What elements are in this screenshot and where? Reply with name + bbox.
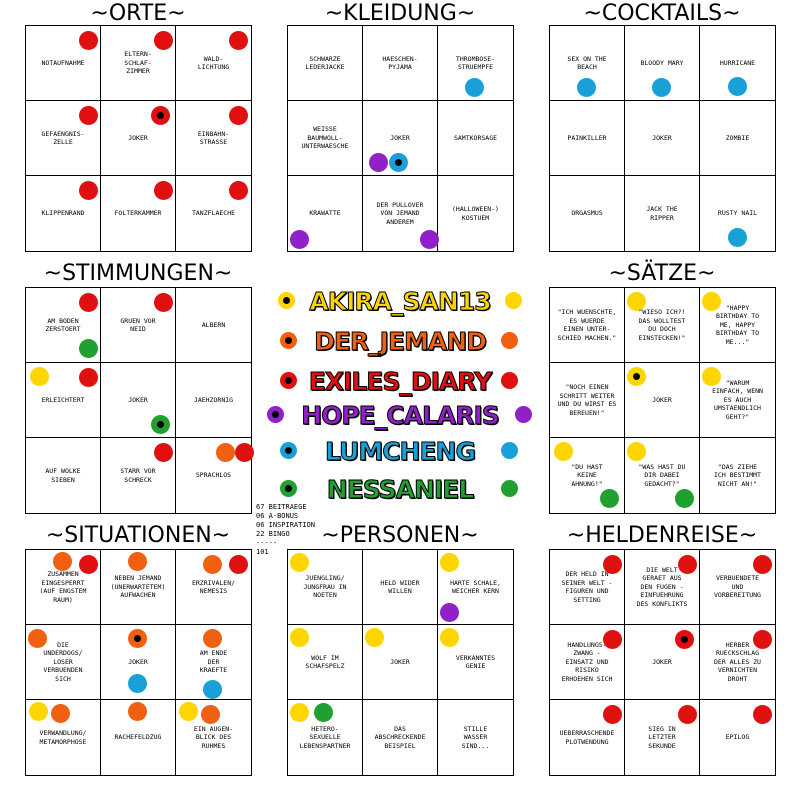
bingo-cell-label: (HALLOWEEN-) KOSTUEM	[452, 205, 499, 222]
purple-mark-dot	[290, 230, 309, 249]
score-line: 67 BEITRAEGE	[256, 503, 307, 511]
bingo-cell[interactable]	[625, 625, 700, 700]
cocktails-title: ~COCKTAILS~	[583, 1, 741, 26]
bingo-cell[interactable]	[26, 101, 101, 176]
yellow-mark-dot	[290, 553, 309, 572]
bingo-cell[interactable]	[438, 101, 513, 176]
bingo-cell[interactable]	[363, 26, 438, 101]
bingo-cell[interactable]	[288, 101, 363, 176]
bingo-cell-label: AM ENDE DER KRAEFTE	[199, 649, 228, 675]
bingo-cell-label: ERZRIVALEN/ NEMESIS	[191, 578, 236, 595]
bingo-cell[interactable]	[288, 26, 363, 101]
green-mark-dot	[675, 489, 694, 508]
bingo-cell-label: WEISSE BAUMWOLL- UNTERWAESCHE	[301, 125, 349, 151]
bingo-cell-label: ERLEICHTERT	[41, 395, 85, 404]
bingo-cell[interactable]	[700, 26, 775, 101]
red-mark-dot	[229, 31, 248, 50]
bingo-cell-label: "NOCH EINEN SCHRITT WEITER UND DU WIRST ES BEREUEN!"	[557, 383, 617, 417]
bingo-cell-label: JUENGLING/ JUNGFRAU IN NOETEN	[303, 574, 347, 600]
red-mark-dot	[79, 293, 98, 312]
bingo-cell-label: WALD- LICHTUNG	[197, 54, 230, 71]
bingo-cell-label: HETERO- SEXUELLE LEBENSPARTNER	[299, 724, 351, 750]
bingo-cell-label: EPILOG	[725, 733, 750, 742]
orange-player-bullet	[280, 332, 297, 349]
legend-entry	[276, 364, 524, 398]
bingo-cell[interactable]	[176, 363, 251, 438]
orte-bingo-board	[25, 25, 252, 252]
bingo-cell-label: VERKANNTES GENIE	[455, 653, 496, 670]
bingo-cell[interactable]	[363, 101, 438, 176]
bingo-cell[interactable]	[550, 288, 625, 363]
bingo-cell[interactable]	[625, 26, 700, 101]
bingo-cell-label: "HAPPY BIRTHDAY TO ME, HAPPY BIRTHDAY TO ME..."	[715, 303, 760, 346]
blue-mark-dot	[652, 78, 671, 97]
bingo-cell-label: "DAS ZIEHE ICH BESTIMMT NICHT AN!"	[714, 462, 761, 488]
bingo-cell[interactable]	[101, 700, 176, 775]
bingo-cell-label: VERBUENDETE UND VORBEREITUNG	[714, 574, 761, 600]
green-mark-dot	[151, 415, 170, 434]
bingo-cell-label: JOKER	[128, 133, 148, 142]
bingo-cell-label: RACHEFELDZUG	[114, 733, 162, 742]
bingo-cell-label: DIE WELT GERAET AUS DEN FUGEN - EINFUEHRUNG DES KONFLIKTS	[636, 565, 688, 608]
bingo-cell-label: HAESCHEN- PYJAMA	[382, 54, 418, 71]
orange-mark-dot	[216, 443, 235, 462]
red-mark-dot	[229, 106, 248, 125]
bingo-cell[interactable]	[438, 26, 513, 101]
bingo-cell-label: SPRACHLOS	[195, 471, 232, 480]
bingo-cell[interactable]	[438, 176, 513, 251]
bingo-cell[interactable]	[288, 700, 363, 775]
situationen-bingo-board	[25, 549, 252, 776]
bingo-cell[interactable]	[101, 26, 176, 101]
bingo-cell-label: FOLTERKAMMER	[114, 209, 162, 218]
purple-player-bullet	[267, 406, 284, 423]
purple-player-bullet	[515, 406, 532, 423]
score-line: 22 BINGO	[256, 530, 290, 538]
green-player-bullet	[280, 480, 297, 497]
red-player-bullet	[280, 372, 297, 389]
player-name: AKIRA_SAN13	[309, 286, 491, 316]
red-player-bullet	[501, 372, 518, 389]
bingo-cell-label: HERBER RUECKSCHLAG DER ALLES ZU VERNICHTEN DROHT	[714, 640, 761, 683]
score-line: -----	[256, 539, 278, 547]
yellow-mark-dot	[29, 702, 48, 721]
red-mark-dot	[79, 31, 98, 50]
bingo-cell-label: AM BODEN ZERSTOERT	[45, 316, 81, 333]
yellow-mark-dot	[30, 367, 49, 386]
bingo-cell[interactable]	[26, 700, 101, 775]
bingo-cell[interactable]	[288, 176, 363, 251]
player-name: LUMCHENG	[324, 436, 475, 466]
bingo-cell-label: TANZFLAECHE	[191, 209, 236, 218]
bingo-cell-label: GEFAENGNIS- ZELLE	[41, 129, 85, 146]
red-mark-dot	[753, 555, 772, 574]
player-name: EXILES_DIARY	[308, 366, 492, 396]
bingo-cell-label: JOKER	[390, 133, 410, 142]
bingo-cell[interactable]	[550, 101, 625, 176]
yellow-mark-dot	[290, 703, 309, 722]
orange-mark-dot	[203, 629, 222, 648]
personen-bingo-board	[287, 549, 514, 776]
red-mark-dot	[79, 368, 98, 387]
bingo-cell[interactable]	[26, 550, 101, 625]
bingo-cell[interactable]	[176, 101, 251, 176]
bingo-cell-label: DER PULLOVER VON JEMAND ANDEREM	[376, 200, 424, 226]
player-name: DER_JEMAND	[314, 326, 486, 356]
blue-player-bullet	[280, 442, 297, 459]
bingo-cell-label: JOKER	[128, 657, 148, 666]
bingo-cell[interactable]	[288, 625, 363, 700]
bingo-cell-label: ORGASMUS	[571, 209, 603, 218]
bingo-cell[interactable]	[26, 176, 101, 251]
bingo-cell-label: JOKER	[652, 133, 672, 142]
bingo-cell-label: JOKER	[652, 395, 672, 404]
heldenreise-title: ~HELDENREISE~	[566, 523, 758, 548]
bingo-cell[interactable]	[176, 700, 251, 775]
bingo-cell[interactable]	[625, 550, 700, 625]
bingo-cell[interactable]	[101, 550, 176, 625]
bingo-cell[interactable]	[176, 625, 251, 700]
yellow-mark-dot	[554, 442, 573, 461]
bingo-cell-label: HELD WIDER WILLEN	[380, 578, 420, 595]
bingo-cell-label: DIE UNDERDOGS/ LOSER VERBUENDEN SICH	[43, 640, 83, 683]
bingo-cell-label: SIEG IN LETZTER SEKUNDE	[648, 724, 676, 750]
bingo-cell-label: NEBEN JEMAND (UNERWARTETEM) AUFWACHEN	[110, 574, 166, 600]
bingo-cell-label: AUF WOLKE SIEBEN	[45, 467, 81, 484]
bingo-cell[interactable]	[26, 438, 101, 513]
bingo-cell[interactable]	[288, 550, 363, 625]
bingo-cell[interactable]	[550, 625, 625, 700]
bingo-cell[interactable]	[625, 363, 700, 438]
bingo-cell-label: JAEHZORNIG	[193, 395, 234, 404]
blue-mark-dot	[465, 78, 484, 97]
bingo-cell-label: JACK THE RIPPER	[646, 205, 678, 222]
bingo-cell[interactable]	[700, 288, 775, 363]
bingo-cell-label: "WIESO ICH?! DAS WOLLTEST DU DOCH EINSTECKEN!"	[638, 308, 686, 342]
bingo-cell[interactable]	[700, 438, 775, 513]
bingo-cell-label: JOKER	[390, 657, 410, 666]
blue-mark-dot	[128, 674, 147, 693]
red-mark-dot	[154, 31, 173, 50]
blue-mark-dot	[577, 78, 596, 97]
bingo-cell-label: ZUSAMMEN EINGESPERRT (AUF ENGSTEM RAUM)	[39, 570, 87, 604]
score-summary	[256, 503, 315, 557]
red-mark-dot	[79, 181, 98, 200]
bingo-cell[interactable]	[625, 176, 700, 251]
bingo-cell-label: "WARUM EINFACH, WENN ES AUCH UMSTAENDLICH GEHT?"	[712, 378, 763, 421]
bingo-cell-label: EINBAHN- STRASSE	[197, 129, 230, 146]
bingo-cell[interactable]	[550, 438, 625, 513]
bingo-cell-label: HANDLUNGS- ZWANG - EINSATZ UND RISIKO ERHOEHEN SICH	[561, 640, 613, 683]
bingo-cell[interactable]	[176, 438, 251, 513]
heldenreise-bingo-board	[549, 549, 776, 776]
bingo-cell-label: UEBERRASCHENDE PLOTWENDUNG	[559, 729, 615, 746]
red-mark-dot	[79, 106, 98, 125]
bingo-cell[interactable]	[550, 700, 625, 775]
bingo-cell[interactable]	[625, 700, 700, 775]
red-mark-dot	[235, 443, 254, 462]
red-mark-dot	[154, 293, 173, 312]
bingo-cell[interactable]	[26, 363, 101, 438]
legend-entry	[276, 324, 524, 358]
bingo-cell[interactable]	[700, 363, 775, 438]
bingo-cell[interactable]	[176, 550, 251, 625]
score-line: 06 A-BONUS	[256, 512, 299, 520]
yellow-mark-dot	[179, 702, 198, 721]
bingo-cell-label: JOKER	[128, 395, 148, 404]
bingo-cell-label: HARTE SCHALE, WEICHER KERN	[450, 578, 501, 595]
bingo-cell-label: RUSTY NAIL	[717, 209, 758, 218]
bingo-cell[interactable]	[101, 176, 176, 251]
yellow-mark-dot	[440, 628, 459, 647]
orte-title: ~ORTE~	[90, 1, 186, 26]
bingo-cell-label: STILLE WASSER SIND...	[461, 724, 490, 750]
blue-mark-dot	[203, 680, 222, 699]
legend-entry	[276, 434, 524, 468]
purple-mark-dot	[440, 603, 459, 622]
bingo-cell-label: VERWANDLUNG/ METAMORPHOSE	[39, 729, 87, 746]
bingo-cell-label: BLOODY MARY	[640, 58, 684, 67]
orange-mark-dot	[203, 555, 222, 574]
score-line: 101	[256, 548, 269, 556]
personen-title: ~PERSONEN~	[321, 523, 479, 548]
bingo-cell[interactable]	[176, 26, 251, 101]
bingo-cell-label: ALBERN	[201, 320, 226, 329]
bingo-cell-label: "DU HAST KEINE AHNUNG!"	[571, 462, 603, 488]
bingo-cell-label: NOTAUFNAHME	[41, 58, 85, 67]
red-mark-dot	[154, 443, 173, 462]
bingo-cell[interactable]	[550, 363, 625, 438]
stimmungen-bingo-board	[25, 287, 252, 514]
bingo-cell[interactable]	[550, 550, 625, 625]
blue-player-bullet	[501, 442, 518, 459]
orange-mark-dot	[201, 705, 220, 724]
saetze-bingo-board	[549, 287, 776, 514]
red-mark-dot	[229, 555, 248, 574]
orange-mark-dot	[53, 552, 72, 571]
legend-entry	[276, 398, 524, 432]
green-mark-dot	[79, 339, 98, 358]
yellow-mark-dot	[290, 628, 309, 647]
bingo-cell[interactable]	[101, 288, 176, 363]
bingo-cell[interactable]	[363, 700, 438, 775]
bingo-cell[interactable]	[700, 700, 775, 775]
yellow-player-bullet	[278, 292, 295, 309]
bingo-cell[interactable]	[625, 438, 700, 513]
bingo-cell[interactable]	[363, 625, 438, 700]
bingo-cell[interactable]	[101, 363, 176, 438]
bingo-cell[interactable]	[363, 550, 438, 625]
bingo-cell[interactable]	[26, 288, 101, 363]
bingo-cell[interactable]	[700, 176, 775, 251]
red-mark-dot	[151, 106, 170, 125]
bingo-cell-label: "WAS HAST DU DIR DABEI GEDACHT?"	[638, 462, 686, 488]
bingo-cell-label: EIN AUGEN- BLICK DES RUHMES	[193, 724, 234, 750]
green-player-bullet	[501, 480, 518, 497]
bingo-cell-label: KLIPPENRAND	[41, 209, 85, 218]
bingo-cell-label: JOKER	[652, 657, 672, 666]
bingo-cell-label: SEX ON THE BEACH	[567, 54, 607, 71]
bingo-cell[interactable]	[700, 625, 775, 700]
bingo-cell-label: SAMTKORSAGE	[453, 133, 498, 142]
yellow-mark-dot	[440, 553, 459, 572]
bingo-cell[interactable]	[625, 101, 700, 176]
bingo-cell-label: PAINKILLER	[567, 133, 607, 142]
blue-mark-dot	[728, 77, 747, 96]
orange-player-bullet	[501, 332, 518, 349]
kleidung-bingo-board	[287, 25, 514, 252]
bingo-cell-label: "ICH WUENSCHTE, ES WUERDE EINEN UNTER- SCHIED MACHEN."	[557, 308, 617, 342]
blue-mark-dot	[728, 228, 747, 247]
blue-mark-dot	[389, 153, 408, 172]
bingo-cell[interactable]	[363, 176, 438, 251]
orange-mark-dot	[128, 552, 147, 571]
bingo-cell[interactable]	[625, 288, 700, 363]
bingo-cell-label: HURRICANE	[719, 58, 756, 67]
green-mark-dot	[600, 489, 619, 508]
bingo-cell-label: ZOMBIE	[725, 133, 750, 142]
bingo-cell-label: KRAWATTE	[309, 209, 341, 218]
red-mark-dot	[753, 705, 772, 724]
bingo-cell-label: WOLF IM SCHAFSPELZ	[305, 653, 345, 670]
saetze-title: ~SÄTZE~	[608, 261, 716, 286]
bingo-cell-label: DAS ABSCHRECKENDE BEISPIEL	[374, 724, 426, 750]
legend-entry	[276, 472, 524, 506]
bingo-cell-label: THROMBOSE- STRUEMPFE	[455, 54, 496, 71]
yellow-mark-dot	[365, 628, 384, 647]
bingo-cell[interactable]	[438, 550, 513, 625]
orange-mark-dot	[128, 702, 147, 721]
orange-mark-dot	[128, 629, 147, 648]
bingo-cell-label: SCHWARZE LEDERJACKE	[305, 54, 345, 71]
situationen-title: ~SITUATIONEN~	[45, 523, 231, 548]
orange-mark-dot	[51, 704, 70, 723]
bingo-cell-label: ELTERN- SCHLAF- ZIMMER	[124, 50, 152, 76]
bingo-cell[interactable]	[101, 625, 176, 700]
red-mark-dot	[229, 181, 248, 200]
bingo-cell[interactable]	[438, 700, 513, 775]
bingo-cell-label: DER HELD IN SEINER WELT - FIGUREN UND SETTING	[561, 570, 613, 604]
bingo-cell[interactable]	[438, 625, 513, 700]
red-mark-dot	[154, 181, 173, 200]
red-mark-dot	[675, 630, 694, 649]
bingo-cell-label: STARR VOR SCHRECK	[120, 467, 156, 484]
purple-mark-dot	[369, 153, 388, 172]
bingo-cell[interactable]	[176, 176, 251, 251]
bingo-cell[interactable]	[101, 101, 176, 176]
purple-mark-dot	[420, 230, 439, 249]
red-mark-dot	[678, 705, 697, 724]
bingo-cell[interactable]	[700, 550, 775, 625]
yellow-player-bullet	[505, 292, 522, 309]
bingo-cell[interactable]	[550, 176, 625, 251]
bingo-cell[interactable]	[26, 625, 101, 700]
cocktails-bingo-board	[549, 25, 776, 252]
bingo-cell-label: GRUEN VOR NEID	[120, 316, 156, 333]
bingo-cell[interactable]	[26, 26, 101, 101]
yellow-mark-dot	[627, 442, 646, 461]
player-name: HOPE_CALARIS	[301, 400, 499, 430]
score-line: 06 INSPIRATION	[256, 521, 316, 529]
kleidung-title: ~KLEIDUNG~	[324, 1, 476, 26]
bingo-cell[interactable]	[176, 288, 251, 363]
player-name: NESSANIEL	[326, 474, 474, 504]
green-mark-dot	[314, 703, 333, 722]
legend-entry	[276, 284, 524, 318]
bingo-cell[interactable]	[550, 26, 625, 101]
yellow-mark-dot	[627, 367, 646, 386]
red-mark-dot	[603, 705, 622, 724]
bingo-cell[interactable]	[700, 101, 775, 176]
bingo-cell[interactable]	[101, 438, 176, 513]
stimmungen-title: ~STIMMUNGEN~	[43, 261, 233, 286]
